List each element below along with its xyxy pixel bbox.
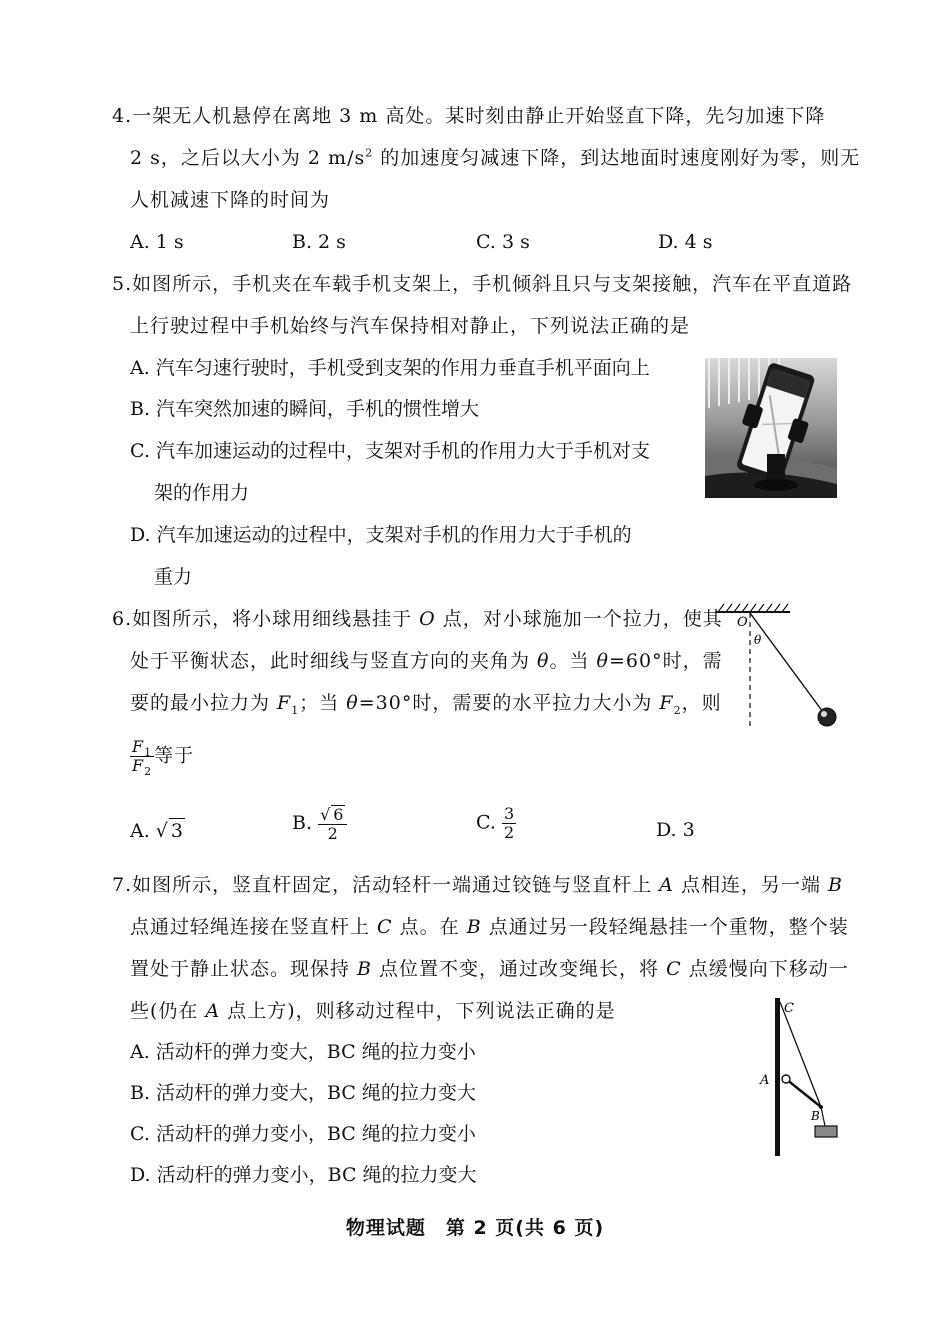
q6-f1-symbol: F [277,692,292,714]
q5-stem-line2: 上行驶过程中手机始终与汽车保持相对静止，下列说法正确的是 [130,315,691,337]
q6-text: 。当 [549,650,597,672]
q6-option-a-radicand: 3 [170,820,184,842]
ceiling-hatch [718,604,788,612]
q6-ratio-num: F [132,737,145,756]
ball-highlight [821,711,827,717]
hanging-rope [821,1107,825,1126]
q6-option-c-num: 3 [503,804,515,823]
string-line [750,613,823,712]
q6-option-b-num: 6 [333,805,344,824]
q6-f2-symbol: F [659,692,674,714]
q6-option-c-fraction [502,805,516,842]
label-theta: θ [754,633,762,647]
q6-theta: θ [596,650,609,672]
q6-option-b-den: 2 [327,824,338,843]
q6-equals-text: 等于 [154,744,195,767]
q7-point-a: A [205,1000,221,1022]
q7-stem-line2 [130,915,849,939]
q4-option-c: C. 3 s [476,231,530,253]
q6-text: ；当 [299,692,347,714]
q5-option-a: A. 汽车匀速行驶时，手机受到支架的作用力垂直手机平面向上 [130,357,650,379]
q7-point-b: B [357,958,373,980]
q7-text: 点通过轻绳连接在竖直杆上 [130,916,378,938]
hinge-a [782,1075,790,1083]
q6-text: 处于平衡状态，此时细线与竖直方向的夹角为 [130,650,538,672]
q7-option-c: C. 活动杆的弹力变小，BC 绳的拉力变小 [130,1123,476,1145]
q4-option-b: B. 2 s [292,231,346,253]
q6-point-o: O [419,608,436,630]
q6-ratio-den: F [132,756,145,775]
q6-option-a: A. √ 3 [130,820,184,842]
q7-stem-line3 [130,957,849,981]
q6-option-b-fraction: $\frac{√ 6}{2}$ [318,805,347,843]
q7-option-d: D. 活动杆的弹力变小，BC 绳的拉力变大 [130,1164,477,1186]
q7-point-b: B [828,874,843,896]
q6-option-d: D. 3 [656,819,695,841]
q6-text: 要的最小拉力为 [130,692,278,714]
q6-stem-line4 [130,737,195,779]
q7-text: 些(仍在 [130,1000,206,1022]
q6-option-c [476,805,516,842]
q4-stem-line2-b: 的加速度匀减速下降，到达地面时速度刚好为零，则无 [373,147,861,169]
pendulum-diagram [710,600,842,730]
q6-theta: θ [537,650,550,672]
label-c: C [784,1001,794,1016]
q6-ratio-num-sub: 1 [144,746,153,760]
q5-option-d-line2: 重力 [154,566,193,588]
q7-point-a: A [659,874,674,896]
q7-text: 点。在 [392,916,467,938]
q7-text: 点缓慢向下移动一 [681,958,849,980]
q5-option-b: B. 汽车突然加速的瞬间，手机的惯性增大 [130,398,480,420]
q4-stem-line2 [130,146,860,170]
q6-ratio-den-sub: 2 [144,765,153,779]
q6-stem-line2 [130,649,723,673]
phone-mount-photo [705,358,837,498]
q5-stem-line1: 5.如图所示，手机夹在车载手机支架上，手机倾斜且只与支架接触，汽车在平直道路 [112,273,853,295]
q7-point-c: C [666,958,682,980]
q6-theta: θ [346,692,359,714]
q6-f1-subscript: 1 [291,703,300,717]
q7-stem-line4 [130,999,616,1023]
q6-text: 点，对小球施加一个拉力，使其 [435,608,723,630]
q7-point-b: B [466,916,482,938]
q6-text: 6.如图所示，将小球用细线悬挂于 [112,608,420,630]
q6-option-c-den: 2 [503,823,515,842]
q5-option-d-line1: D. 汽车加速运动的过程中，支架对手机的作用力大于手机的 [130,524,632,546]
q7-text: 点上方)，则移动过程中，下列说法正确的是 [220,1000,616,1022]
q6-stem-line1 [112,607,723,631]
q6-option-b [292,805,347,843]
q6-option-b-label: B. [292,812,313,834]
label-o: O [737,615,748,630]
label-a: A [760,1073,770,1088]
q6-f2-subscript: 2 [673,703,682,717]
weight-block [815,1126,837,1137]
q6-option-a-label: A. [130,820,150,842]
q7-text: 点通过另一段轻绳悬挂一个重物，整个装 [481,916,849,938]
q7-text: 7.如图所示，竖直杆固定，活动轻杆一端通过铰链与竖直杆上 [112,874,660,896]
q7-text: 点相连，另一端 [673,874,828,896]
rod-diagram [755,992,850,1162]
ball [818,708,836,726]
q4-unit-exponent: 2 [365,146,374,160]
vertical-rod [775,998,780,1156]
q5-option-c-line1: C. 汽车加速运动的过程中，支架对手机的作用力大于手机对支 [130,440,650,462]
q6-stem-line3 [130,691,722,715]
q7-point-c: C [377,916,393,938]
q7-text: 点位置不变，通过改变绳长，将 [372,958,667,980]
label-b: B [811,1109,820,1123]
q7-stem-line1 [112,873,843,897]
q6-text: ，则 [681,692,722,714]
q6-text: =30°时，需要的水平拉力大小为 [358,692,660,714]
q4-stem-line2-a: 2 s，之后以大小为 2 m/s [130,147,366,169]
q6-option-c-label: C. [476,811,496,834]
q7-option-b: B. 活动杆的弹力变大，BC 绳的拉力变大 [130,1082,476,1104]
q4-option-d: D. 4 s [658,231,713,253]
q7-text: 置处于静止状态。现保持 [130,958,358,980]
q4-option-a: A. 1 s [130,231,184,253]
q6-ratio-fraction [130,737,154,779]
q4-stem-line3: 人机减速下降的时间为 [130,189,331,211]
q7-option-a: A. 活动杆的弹力变大，BC 绳的拉力变小 [130,1041,476,1063]
q6-text: =60°时，需 [609,650,723,672]
q4-stem-line1: 4.一架无人机悬停在离地 3 m 高处。某时刻由静止开始竖直下降，先匀加速下降 [112,105,826,127]
page-footer: 物理试题 第 2 页(共 6 页) [345,1217,605,1239]
q5-option-c-line2: 架的作用力 [154,482,250,504]
